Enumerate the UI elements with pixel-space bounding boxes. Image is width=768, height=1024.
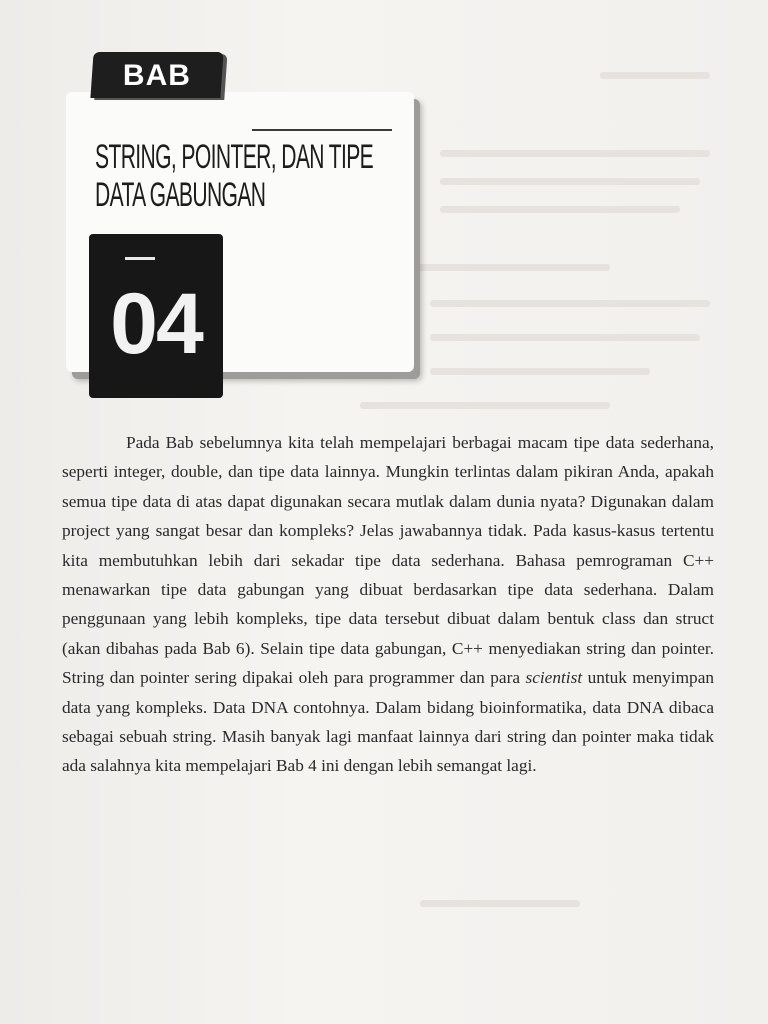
chapter-number-box xyxy=(89,234,223,398)
paragraph-text-part-1: Pada Bab sebelumnya kita telah mempelajari berbagai macam tipe data sederhana, seperti integer, double, dan tipe data lainnya. Mungkin terlintas dalam pikiran Anda, apakah semua tipe data di atas dapat digunakan secara mutlak dalam dunia nyata? Digunakan dalam project yang sangat besar dan kompleks? Jelas jawabannya tidak. Pada kasus-kasus tertentu kita membutuhkan lebih dari sekadar tipe data sederhana. Bahasa pemrograman C++ menawarkan tipe data gabungan yang dibuat berdasarkan tipe data sederhana. Dalam penggunaan yang lebih kompleks, tipe data tersebut dibuat dalam bentuk class dan struct (akan dibahas pada Bab 6). Selain tipe data gabungan, C++ menyediakan string dan pointer. String dan pointer sering dipakai oleh para programmer dan para xyxy=(62,433,714,688)
bleed-through-mark xyxy=(600,72,710,79)
bleed-through-mark xyxy=(440,206,680,213)
chapter-tab-label: BAB xyxy=(122,59,191,92)
chapter-title xyxy=(95,138,405,214)
paragraph-text-part-2: untuk menyimpan data yang kompleks. Data DNA contohnya. Dalam bidang bioinformatika, data DNA dibaca sebagai sebuah string. Masih banyak lagi manfaat lainnya dari string dan pointer maka tidak ada salahnya kita mempelajari Bab 4 ini dengan lebih semangat lagi. xyxy=(62,668,715,776)
header-rule xyxy=(252,129,392,131)
bleed-through-mark xyxy=(430,300,710,307)
bleed-through-mark xyxy=(420,900,580,907)
chapter-tab xyxy=(90,52,223,98)
paragraph-italic-word: scientist xyxy=(525,668,583,688)
chapter-number-dash xyxy=(125,257,155,260)
chapter-title-line-2: DATA GABUNGAN xyxy=(95,176,266,214)
bleed-through-mark xyxy=(430,368,650,375)
bleed-through-mark xyxy=(440,150,710,157)
bleed-through-mark xyxy=(430,334,700,341)
chapter-title-line-1: STRING, POINTER, DAN TIPE xyxy=(95,138,374,176)
intro-paragraph xyxy=(62,428,714,781)
chapter-number: 04 xyxy=(110,276,202,372)
bleed-through-mark xyxy=(440,178,700,185)
bleed-through-mark xyxy=(360,402,610,409)
